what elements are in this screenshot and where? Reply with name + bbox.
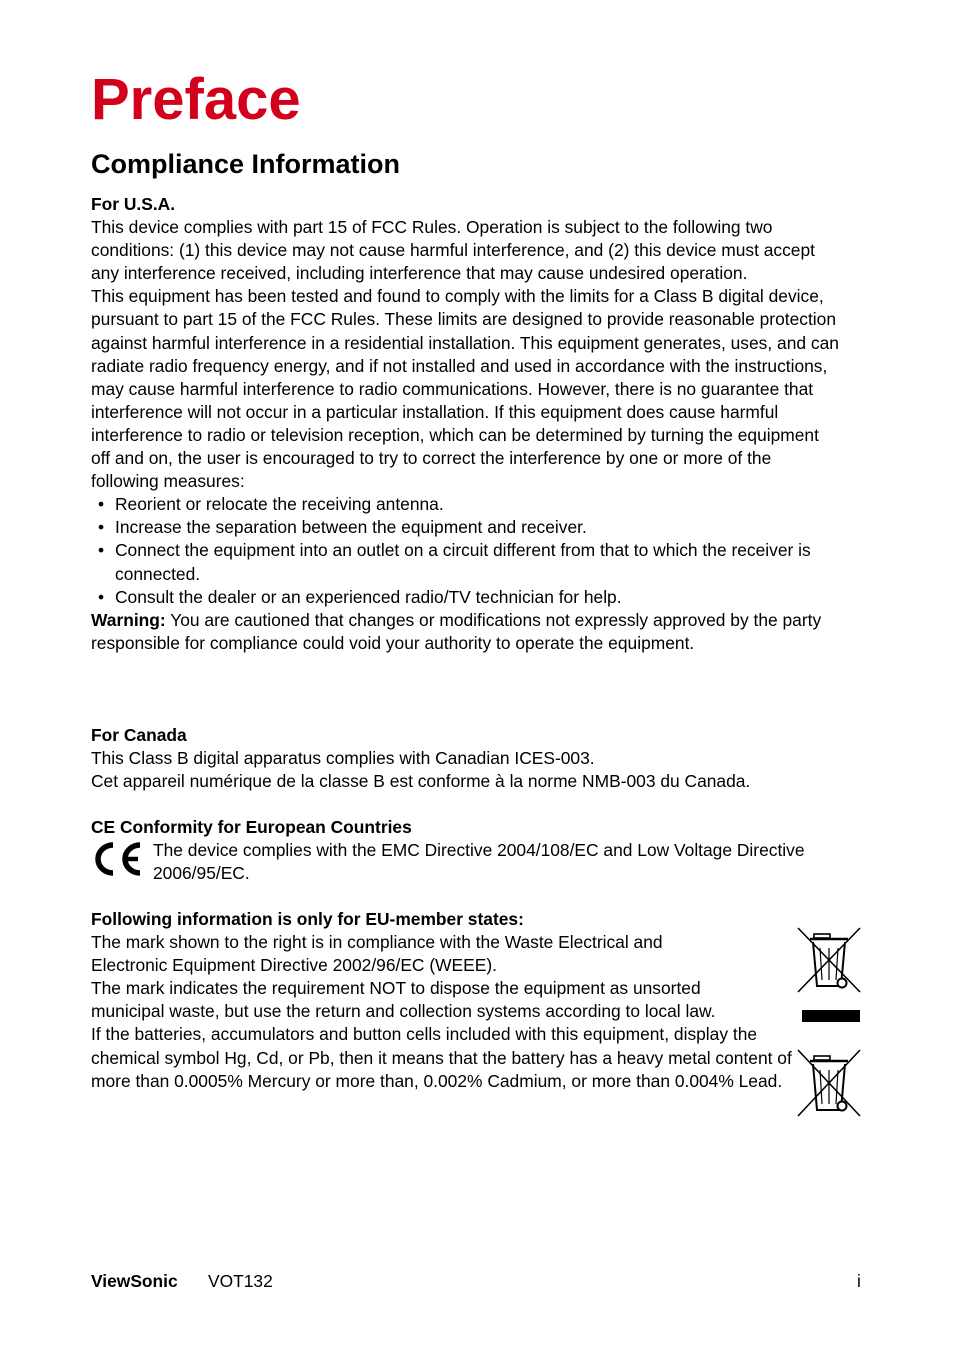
canada-line-2: Cet appareil numérique de la classe B est conforme à la norme NMB-003 du Canada. [91, 771, 751, 792]
ce-text: The device complies with the EMC Directive 2004/108/EC and Low Voltage Directive 2006/95/EC. [153, 840, 805, 884]
list-item: • Reorient or relocate the receiving antenna. [91, 493, 821, 516]
usa-section [91, 193, 857, 655]
canada-section [91, 724, 857, 793]
canada-line-1: This Class B digital apparatus complies with Canadian ICES-003. [91, 748, 595, 769]
warning-label: Warning: [91, 609, 166, 630]
eu-section [91, 908, 797, 1093]
eu-heading: Following information is only for EU-member states: [91, 909, 524, 929]
ce-heading: CE Conformity for European Countries [91, 817, 412, 837]
eu-paragraph-2: The mark indicates the requirement NOT to dispose the equipment as unsorted municipal waste, but use the return and collection systems according to local law. [91, 978, 716, 1022]
weee-crossed-bin-icon [796, 926, 864, 1024]
usa-measures-list [91, 493, 821, 608]
footer-page-number: i [857, 1271, 861, 1291]
section-title: Compliance Information [91, 149, 401, 179]
footer-model: VOT132 [208, 1271, 273, 1291]
list-item: • Increase the separation between the equipment and receiver. [91, 516, 821, 539]
usa-warning [91, 609, 857, 655]
warning-text: You are cautioned that changes or modifications not expressly approved by the party responsible for compliance could void your authority to operate the equipment. [91, 609, 822, 653]
page-title: Preface [91, 67, 301, 132]
usa-paragraph-2: This equipment has been tested and found to comply with the limits for a Class B digital device, pursuant to part 15 of the FCC Rules. These limits are designed to provide reasonable protection against harmful interference in a residential installation. This equipment generates, uses, and can radiate radio frequency energy, and if not installed and used in accordance with the instructions, may cause harmful interference to radio communications. However, there is no guarantee that interference will not occur in a particular installation. If this equipment does cause harmful interference to radio or television reception, which can be determined by turning the equipment off and on, the user is encouraged to try to correct the interference by one or more of the following measures: [91, 286, 839, 492]
battery-crossed-bin-icon [796, 1048, 864, 1118]
eu-paragraph-1: The mark shown to the right is in compliance with the Waste Electrical and Electronic Equipment Directive 2002/96/EC (WEEE). [91, 932, 663, 976]
list-item: • Connect the equipment into an outlet on a circuit different from that to which the receiver is connected. [91, 539, 821, 585]
ce-row [91, 839, 811, 885]
list-item: • Consult the dealer or an experienced radio/TV technician for help. [91, 586, 821, 609]
eu-paragraph-3: If the batteries, accumulators and button cells included with this equipment, display the chemical symbol Hg, Cd, or Pb, then it means that the battery has a heavy metal content of more than 0.0005% Mercury or more than, 0.002% Cadmium, or more than 0.004% Lead. [91, 1024, 792, 1091]
ce-section [91, 816, 811, 885]
canada-heading: For Canada [91, 725, 187, 745]
footer-brand: ViewSonic [91, 1271, 178, 1291]
usa-paragraph-1: This device complies with part 15 of FCC Rules. Operation is subject to the following two conditions: (1) this device may not cause harmful interference, and (2) this device must accept any interference received, including interference that may cause undesired operation. [91, 217, 815, 284]
ce-mark-icon [91, 841, 143, 877]
usa-heading: For U.S.A. [91, 194, 176, 214]
